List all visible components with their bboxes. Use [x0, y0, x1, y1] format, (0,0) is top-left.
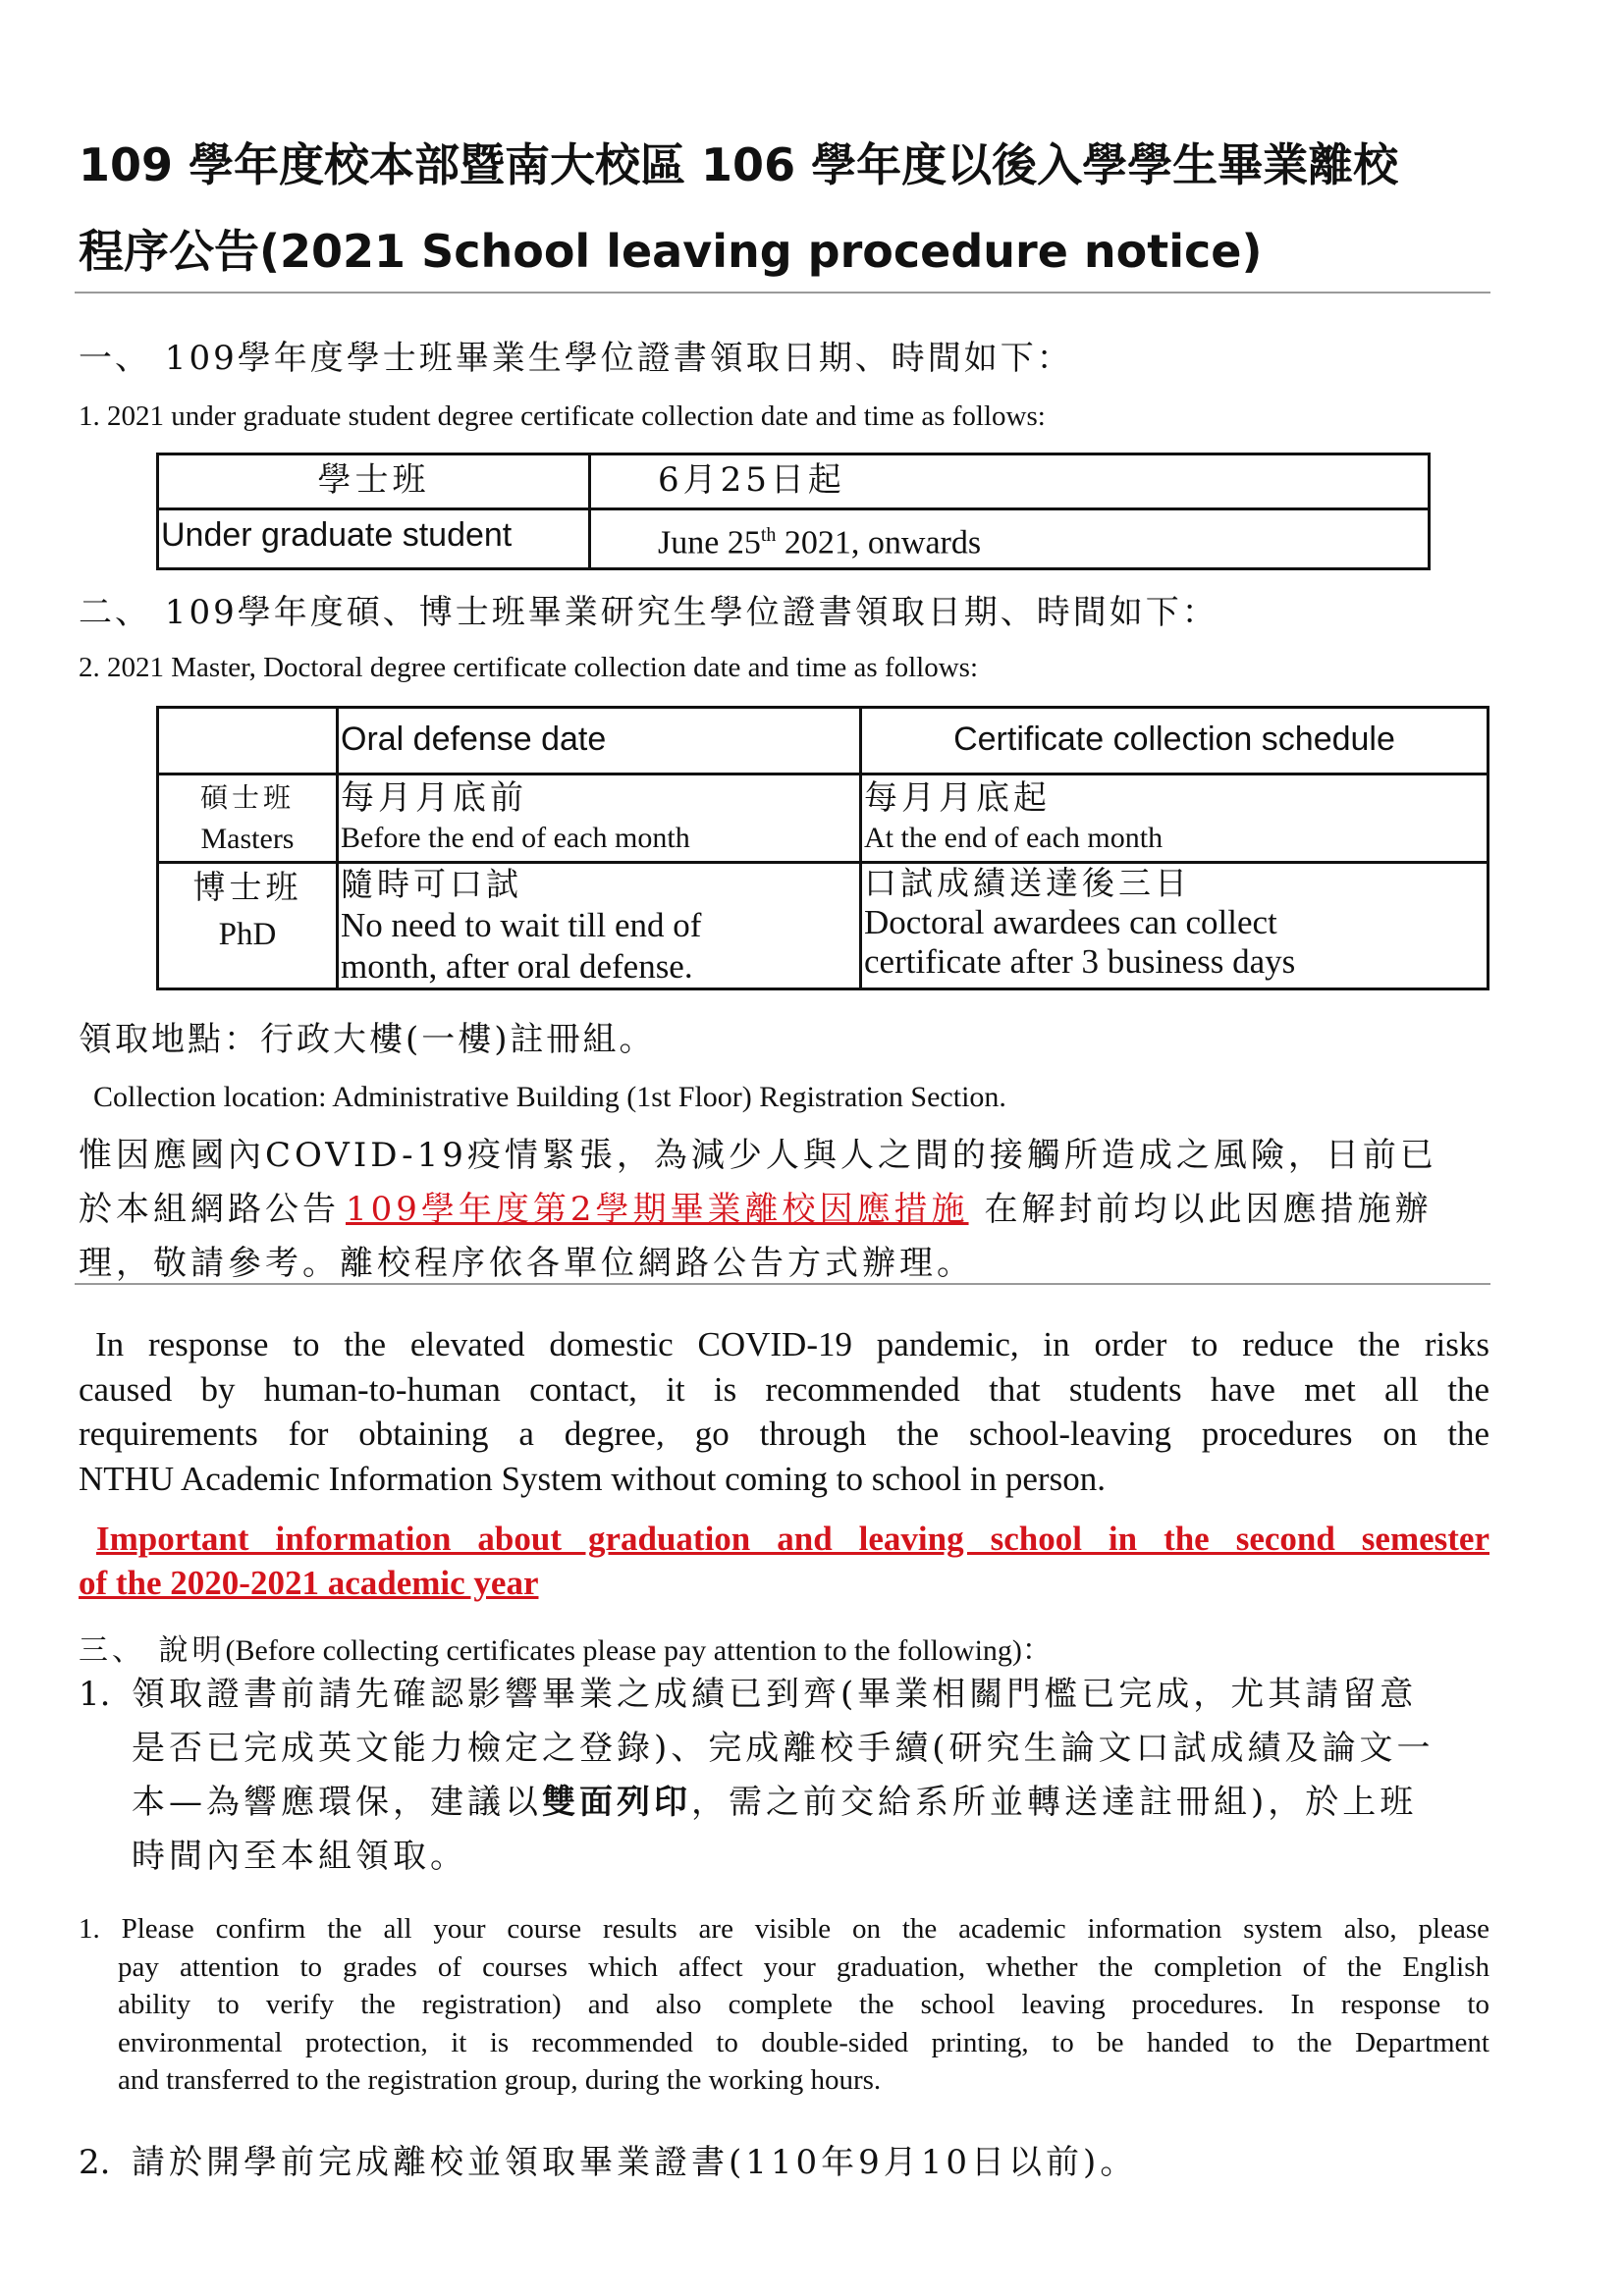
item-1-en-line-5: and transferred to the registration group, during the working hours. — [118, 2064, 882, 2096]
item-1-en-line-3: ability to verify the registration) and also complete the school leaving procedures. In response to — [118, 1989, 1489, 2020]
covid-divider — [75, 1283, 1490, 1285]
item-1-en — [79, 1910, 1489, 2100]
phd-collect-en-2: certificate after 3 business days — [864, 942, 1296, 981]
masters-oral-en: Before the end of each month — [341, 822, 690, 854]
phd-collect-cn: 口試成績送達後三日 — [864, 864, 1191, 902]
section1-heading-en: 1. 2021 under graduate student degree certificate collection date and time as follows: — [79, 400, 1046, 432]
phd-oral-cell — [338, 863, 861, 989]
covid-measures-link[interactable]: 109學年度第2學期畢業離校因應措施 — [346, 1190, 969, 1229]
masters-collect-cell — [861, 774, 1489, 863]
item-1-cn-line-1: 1. 領取證書前請先確認影響畢業之成績已到齊(畢業相關門檻已完成，尤其請留意 — [79, 1675, 1418, 1714]
title-divider — [75, 292, 1490, 294]
phd-oral-en-2: month, after oral defense. — [341, 947, 693, 986]
covid-cn-line-1: 惟因應國內COVID-19疫情緊張，為減少人與人之間的接觸所造成之風險，日前已 — [79, 1136, 1437, 1175]
section3-heading-en: (Before collecting certificates please pay attention to the following) — [225, 1634, 1022, 1667]
item-1-cn-line-3: 本—為響應環保，建議以雙面列印，需之前交給系所並轉送達註冊組)，於上班 — [132, 1783, 1418, 1822]
covid-en-line-3: requirements for obtaining a degree, go through the school-leaving procedures on the — [79, 1415, 1489, 1453]
title-line-1: 109 學年度校本部暨南大校區 106 學年度以後入學學生畢業離校 — [79, 138, 1399, 191]
masters-label-cell — [158, 774, 338, 863]
phd-label-cell — [158, 863, 338, 989]
location-en: Collection location: Administrative Building (1st Floor) Registration Section. — [93, 1081, 1006, 1113]
covid-cn-line-2: 於本組網路公告 109學年度第2學期畢業離校因應措施 在解封前均以此因應措施辦 — [79, 1190, 1433, 1229]
undergrad-label-cn: 學士班 — [158, 454, 590, 509]
location-cn: 領取地點：行政大樓(一樓)註冊組。 — [79, 1020, 656, 1059]
masters-oral-cell — [338, 774, 861, 863]
covid-en-line-2: caused by human-to-human contact, it is recommended that students have met all the — [79, 1369, 1489, 1409]
undergrad-date-cn: 6月25日起 — [590, 454, 1430, 509]
section3-heading: 三、 說明(Before collecting certificates please pay attention to the following)： — [79, 1633, 1052, 1668]
undergrad-date-en: June 25th 2021, onwards — [590, 509, 1430, 569]
section3-heading-cn: 三、 說明 — [79, 1633, 226, 1668]
masters-label-cn: 碩士班 — [199, 781, 295, 814]
covid-notice-cn — [79, 1129, 1492, 1291]
masters-collect-cn: 每月月底起 — [864, 778, 1051, 818]
masters-oral-cn: 每月月底前 — [341, 778, 527, 818]
phd-collect-cell — [861, 863, 1489, 989]
undergrad-label-en: Under graduate student — [158, 509, 590, 569]
phd-label-en: PhD — [218, 917, 277, 952]
phd-label-cn: 博士班 — [192, 868, 302, 906]
item-1-en-line-4: environmental protection, it is recommended to double-sided printing, to be handed to the Department — [118, 2026, 1489, 2058]
masters-label-en: Masters — [200, 823, 295, 855]
important-link-line-2[interactable]: of the 2020-2021 academic year — [79, 1564, 539, 1602]
section2-heading-en: 2. 2021 Master, Doctoral degree certificate collection date and time as follows: — [79, 652, 979, 683]
covid-notice-en — [79, 1322, 1489, 1501]
item-1-en-line-2: pay attention to grades of courses which affect your graduation, whether the completion of the English — [118, 1950, 1489, 1983]
undergrad-table — [156, 453, 1431, 570]
important-link-line-1[interactable]: Important information about graduation and leaving school in the second semester — [96, 1520, 1489, 1558]
covid-en-line-1: In response to the elevated domestic COVID-19 pandemic, in order to reduce the risks — [95, 1325, 1489, 1363]
page-title — [79, 122, 1532, 294]
col-header-oral: Oral defense date — [338, 708, 861, 774]
item-1-cn-line-4: 時間內至本組領取。 — [132, 1837, 467, 1876]
section2-heading-cn: 二、 109學年度碩、博士班畢業研究生學位證書領取日期、時間如下： — [79, 593, 1218, 632]
section1-heading-cn: 一、 109學年度學士班畢業生學位證書領取日期、時間如下： — [79, 339, 1073, 378]
item-1-cn — [79, 1668, 1492, 1884]
table-corner-cell — [158, 708, 338, 774]
covid-en-line-4: NTHU Academic Information System without coming to school in person. — [79, 1459, 1106, 1498]
phd-collect-en-1: Doctoral awardees can collect — [864, 903, 1277, 941]
important-info-link[interactable] — [79, 1517, 1489, 1605]
item-1-cn-line-2: 是否已完成英文能力檢定之登錄)、完成離校手續(研究生論文口試成績及論文一 — [132, 1729, 1435, 1768]
item-1-en-line-1: 1. Please confirm the all your course results are visible on the academic information system also, please — [79, 1913, 1489, 1945]
phd-oral-en-1: No need to wait till end of — [341, 906, 702, 944]
graduate-table — [156, 706, 1489, 990]
col-header-collect: Certificate collection schedule — [861, 708, 1489, 774]
phd-oral-cn: 隨時可口試 — [341, 865, 522, 903]
item-2-cn: 2. 請於開學前完成離校並領取畢業證書(110年9月10日以前)。 — [79, 2143, 1138, 2182]
double-sided-print-emphasis: 雙面列印 — [542, 1783, 691, 1822]
covid-cn-line-3: 理，敬請參考。離校程序依各單位網路公告方式辦理。 — [79, 1244, 974, 1283]
title-line-2: 程序公告(2021 School leaving procedure notice) — [79, 225, 1263, 278]
masters-collect-en: At the end of each month — [864, 822, 1164, 854]
